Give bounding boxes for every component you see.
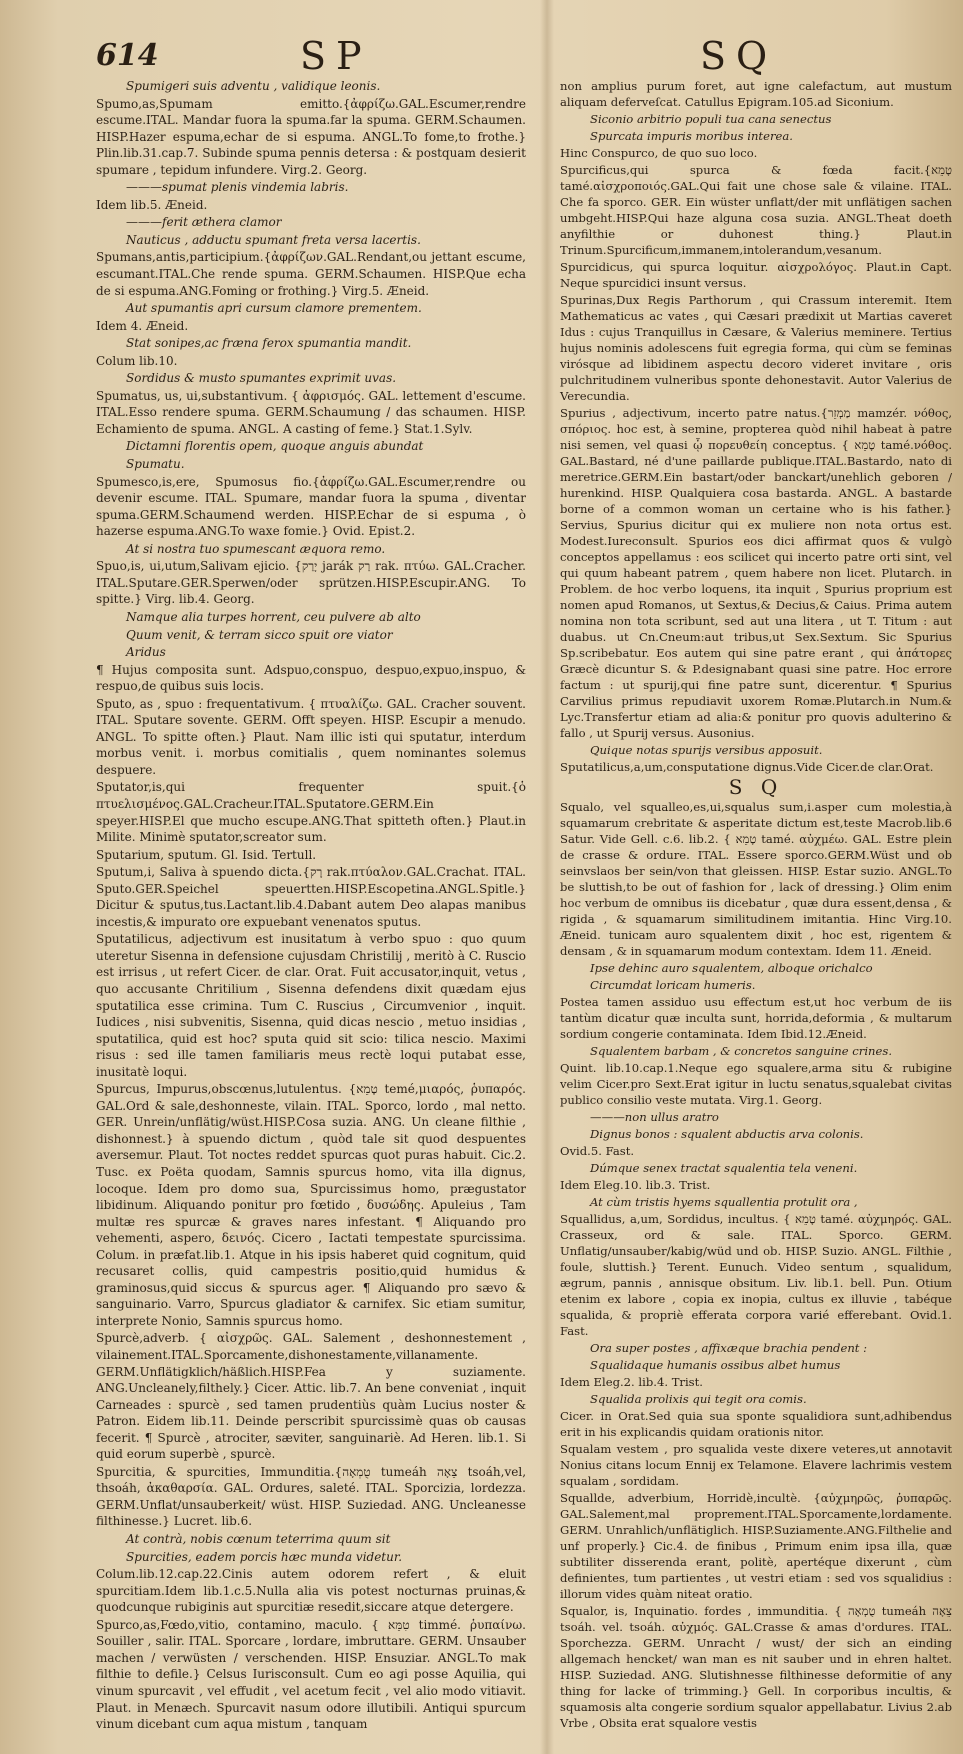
running-head-right: SQ bbox=[700, 34, 778, 78]
dictionary-entry: Squalor, is, Inquinatio. fordes , immunditia. { טֻמְאָה tumeáh צֵאָה tsoáh. vel. tsoáh. αὐχμός. GAL.Crasse & amas d'ordures. ITAL. Sporchezza. GERM. Unracht / wust/ der sich an einding allgemach hencket/ wan man es nit sauber und in ehren haltet. HISP. Suziedad. ANG. Slutishnesse filthinesse deformitie of any thing for lacke of trimming.} Gell. In corporibus incultis, & squamosis alta congerie sordium squalor appellabatur. Livius 2.ab Vrbe , Obsita erat squalore vestis bbox=[560, 1604, 952, 1730]
dictionary-entry: Quint. lib.10.cap.1.Neque ego squalere,arma situ & rubigine velim Cicer.pro Sext.Erat igitur in luctu senatus,squalebat civitas publico consilio veste mutata. Virg.1. Georg. bbox=[560, 1061, 952, 1107]
running-head-left: SP bbox=[300, 34, 372, 78]
verse-line: Namque alia turpes horrent, ceu pulvere ab alto bbox=[126, 609, 421, 624]
dictionary-entry: Sputum,i, Saliva à spuendo dicta.{רָק rak.πτύαλον.GAL.Crachat. ITAL. Sputo.GER.Speichel speuertten.HISP.Escopetina.ANGL.Spitle.} Dicitur & sputus,tus.Lactant.lib.4.Dabant autem Deo alapas manibus incestis,& impurato ore expuebant venenatos sputus. bbox=[96, 865, 526, 929]
verse-line: Spurcities, eadem porcis hæc munda videtur. bbox=[126, 1549, 403, 1564]
verse-line: Squalidaque humanis ossibus albet humus bbox=[590, 1358, 841, 1372]
dictionary-entry: Sputatilicus, adjectivum est inusitatum à verbo spuo : quo quum uteretur Sisenna in defensione cujusdam Christilij , meritò à C. Ruscio est irrisus , ut refert Cicer. de clar. Orat. Fuit accusator,inquit, vetus , quo accusante Chritilium , Sisenna defendens dixit quædam ejus sputatilica esse crimina. Tum C. Ruscius , Circumvenior , inquit. Iudices , nisi subvenitis, Sisenna, quid dicas nescio , metuo insidias , sputatilica, quid est hoc? sputa quid sit scio: tilica nescio. Maximi risus : sed ille tamen familiaris meus rectè loqui putabat esse, inusitatè loqui. bbox=[96, 932, 526, 1079]
dictionary-entry: Squallidus, a,um, Sordidus, incultus. { טָמֵא tamé. αὐχμηρός. GAL. Crasseux, ord & sale. ITAL. Sporco. GERM. Unflatig/unsauber/kabig/wüd und ob. HISP. Suzio. ANGL. Filthie , foule, sluttish.} Terent. Eunuch. Video sentum , squalidum, ægrum, pannis , annisque obsitum. Liv. lib.1. bell. Pun. Otium etenim ex labore , copia ex inopia, cultus ex illuvie , tabéque squalida, & propriè efferata corpora varié efferebant. Ovid.1. Fast. bbox=[560, 1212, 952, 1338]
verse-line: Sordidus & musto spumantes exprimit uvas. bbox=[126, 371, 397, 386]
verse-line: Quique notas spurijs versibus apposuit. bbox=[590, 743, 823, 757]
dictionary-entry: Squalam vestem , pro squalida veste dixere veteres,ut annotavit Nonius citans locum Ennij ex Telamone. Elavere lachrimis vestem squalam , sordidam. bbox=[560, 1442, 952, 1488]
dictionary-entry: Sputator,is,qui frequenter spuit.{ὁ πτυελισμένος.GAL.Cracheur.ITAL.Sputatore.GERM.Ein speyer.HISP.El que mucho escupe.ANG.That spitteth often.} Plaut.in Milite. Minimè sputator,screator sum. bbox=[96, 780, 526, 845]
dictionary-entry: Sputarium, sputum. Gl. Isid. Tertull. bbox=[96, 847, 317, 862]
verse-line: Dictamni florentis opem, quoque anguis abundat bbox=[126, 439, 424, 454]
verse-line: Ora super postes , affixæque brachia pendent : bbox=[590, 1341, 868, 1355]
gutter-shadow bbox=[540, 0, 554, 1754]
verse-line: At si nostra tuo spumescant æquora remo. bbox=[126, 541, 386, 556]
dictionary-entry: Idem lib.5. Æneid. bbox=[96, 197, 208, 212]
dictionary-entry: Cicer. in Orat.Sed quia sua sponte squalidiora sunt,adhibendus erit in his explicandis quidam orationis nitor. bbox=[560, 1409, 952, 1439]
dictionary-entry: Colum lib.10. bbox=[96, 353, 178, 368]
dictionary-entry: Spurinas,Dux Regis Parthorum , qui Crassum interemit. Item Mathematicus ac vates , qui Cæsari prædixit ut Martias caveret Idus : cujus Tranquillus in Cæsare, & Valerius meminere. Tertius hujus nominis adolescens fuit egregia forma, qui cùm se feminas virósque ad libidinem aspectu decoro videret invitare , oris pulchritudinem vulneribus sponte dehonestavit. Autor Valerius de Verecundia. bbox=[560, 293, 952, 403]
dictionary-entry: Idem Eleg.2. lib.4. Trist. bbox=[560, 1375, 703, 1389]
dictionary-entry: Spurcidicus, qui spurca loquitur. αἰσχρολόγος. Plaut.in Capt. Neque spurcidici insunt versus. bbox=[560, 260, 952, 290]
dictionary-entry: Squallde, adverbium, Horridè,incultè. {αὐχμηρῶς, ῥυπαρῶς. GAL.Salement,mal proprement.ITAL.Sporcamente,lordamente. GERM. Unrahlich/unflätiglich. HISP.Suziamente.ANG.Filthelie and unf properly.} Cic.4. de finibus , Primum enim ipsa illa, quæ subtiliter disserenda erant, politè, apertéque dixerunt , cùm definientes, tum partientes , ut vestri etiam : sed vos squalidius : illorum vides quàm niteat oratio. bbox=[560, 1491, 952, 1601]
dictionary-entry: Sputatilicus,a,um,consputatione dignus.Vide Cicer.de clar.Orat. bbox=[560, 760, 934, 774]
verse-line: At contrà, nobis cœnum teterrima quum sit bbox=[126, 1532, 391, 1547]
dictionary-entry: Spurcus, Impurus,obscœnus,lutulentus. {טָמֵא temé,μιαρός, ῥυπαρός. GAL.Ord & sale,deshonneste, vilain. ITAL. Sporco, lordo , mal netto. GER. Unrein/unflätig/wüst.HISP.Cosa suzia. ANG. Un cleane filthie , dishonnest.} à spuendo dictum , quòd tale sit quod despuentes aversemur. Plaut. Tot noctes reddet spurcas quot puras habuit. Cic.2. Tusc. ex Poëta quodam, Samnis spurcus homo, vita illa dignus, locoque. Idem pro domo sua, Spurcissimus homo, prægustator libidinum. Aliquando ponitur pro fœtido , δυσώδης. Apuleius , Tam multæ res spurcæ & graves nares infestant. ¶ Aliquando pro vehementi, aspero, δεινός. Cicero , Iactati tempestate spurcissima. Colum. in præfat.lib.1. Atque in his ipsis haberet quid cognitum, quid recusaret collis, quid campestris positio,quid humidus & graminosus,quid siccus & spurcus ager. ¶ Aliquando pro sævo & sanguinario. Varro, Spurcus gladiator & carnifex. Sic etiam sumitur, interprete Nonio, Samnis spurcus homo. bbox=[96, 1082, 526, 1328]
verse-line: Squalida prolixis qui tegit ora comis. bbox=[590, 1392, 807, 1406]
dictionary-entry: Sputo, as , spuo : frequentativum. { πτυαλίζω. GAL. Cracher souvent. ITAL. Sputare sovente. GERM. Offt speyen. HISP. Escupir a menudo. ANGL. To spitte often.} Plaut. Nam illic isti qui sputatur, interdum morbus venit. i. morbus comitialis , quem nominantes solemus despuere. bbox=[96, 696, 526, 777]
verse-line: Dúmque senex tractat squalentia tela veneni. bbox=[590, 1161, 858, 1175]
dictionary-entry: ¶ Hujus composita sunt. Adspuo,conspuo, despuo,expuo,inspuo, & respuo,de quibus suis locis. bbox=[96, 662, 526, 694]
dictionary-entry: Spumo,as,Spumam emitto.{ἀφρίζω.GAL.Escumer,rendre escume.ITAL. Mandar fuora la spuma.far la spuma. GERM.Schaumen. HISP.Hazer espuma,echar de si espuma. ANGL.To fome,to frothe.} Plin.lib.31.cap.7. Subinde spuma pennis detersa : & postquam desierit spumare , tepidum infundere. Virg.2. Georg. bbox=[96, 96, 526, 177]
page-number: 614 bbox=[96, 38, 159, 73]
dictionary-entry: Spumatus, us, ui,substantivum. { ἀφρισμός. GAL. lettement d'escume. ITAL.Esso rendere spuma. GERM.Schaumung / das schaumen. HISP. Echamiento de spuma. ANGL. A casting of feme.} Stat.1.Sylv. bbox=[96, 388, 526, 436]
dictionary-entry: Spumans,antis,participium.{ἀφρίζων.GAL.Rendant,ou jettant escume, escumant.ITAL.Che rende spuma. GERM.Schaumen. HISP.Que echa de si espuma.ANG.Foming or frothing.} Virg.5. Æneid. bbox=[96, 250, 526, 298]
verse-line: Aridus bbox=[126, 645, 166, 660]
verse-line: Aut spumantis apri cursum clamore prementem. bbox=[126, 301, 422, 316]
dictionary-entry: Hinc Conspurco, de quo suo loco. bbox=[560, 146, 758, 160]
section-heading: S Q bbox=[728, 775, 784, 799]
dictionary-entry: Idem Eleg.10. lib.3. Trist. bbox=[560, 1178, 711, 1192]
verse-line: Circumdat loricam humeris. bbox=[590, 978, 756, 992]
right-column bbox=[560, 78, 952, 1732]
verse-line: Quum venit, & terram sicco spuit ore viator bbox=[126, 627, 393, 642]
verse-line: Spumatu. bbox=[126, 457, 185, 472]
dictionary-entry: Spurcè,adverb. { αἰσχρῶς. GAL. Salement , deshonnestement , vilainement.ITAL.Sporcamente,dishonestamente,villanamente. GERM.Unflätigklich/häßlich.HISP.Fea y suziamente. ANG.Uncleanely,filthely.} Cicer. Attic. lib.7. An bene conveniat , inquit Carneades : spurcè , sed tamen prudentiùs quàm Lucius noster & Patron. Eidem lib.11. Deinde perscribit spurcissimè quas ob causas fecerit. ¶ Spurcè , atrociter, sæviter, sanguinariè. Ad Heren. lib.1. Si quid eorum superbè , spurcè. bbox=[96, 1331, 526, 1462]
verse-line: ———spumat plenis vindemia labris. bbox=[126, 180, 349, 195]
verse-line: Stat sonipes,ac fræna ferox spumantia mandit. bbox=[126, 336, 412, 351]
verse-line: Dignus bonos : squalent abductis arva colonis. bbox=[590, 1127, 864, 1141]
dictionary-entry: Postea tamen assiduo usu effectum est,ut hoc verbum de iis tantùm dicatur quæ inculta sunt, horrida,deformia , & multarum sordium congerie contaminata. Idem Ibid.12.Æneid. bbox=[560, 995, 952, 1041]
dictionary-entry: Spuo,is, ui,utum,Salivam ejicio. {יָרַק jarák רַק rak. πτύω. GAL.Cracher. ITAL.Sputare.GER.Sperwen/oder sprützen.HISP.Escupir.ANG. To spitte.} Virg. lib.4. Georg. bbox=[96, 559, 526, 607]
dictionary-entry: non amplius purum foret, aut igne calefactum, aut mustum aliquam deferveſcat. Catullus Epigram.105.ad Siconium. bbox=[560, 79, 952, 109]
verse-line: Spurcata impuris moribus interea. bbox=[590, 129, 793, 143]
verse-line: Spumigeri suis adventu , validique leonis. bbox=[126, 79, 381, 93]
left-column bbox=[96, 78, 526, 1734]
dictionary-entry: Ovid.5. Fast. bbox=[560, 1144, 635, 1158]
verse-line: Squalentem barbam , & concretos sanguine crines. bbox=[590, 1044, 892, 1058]
verse-line: Nauticus , adductu spumant freta versa lacertis. bbox=[126, 232, 421, 247]
dictionary-entry: Squalo, vel squalleo,es,ui,squalus sum,i.asper cum molestia,à squamarum crebritate & asperitate dictum est,teste Macrob.lib.6 Satur. Vide Gell. c.6. lib.2. { טָמֵא tamé. αὐχμέω. GAL. Estre plein de crasse & ordure. ITAL. Essere sporco.GERM.Wüst und ob seinvslaos ber sein/von that gleissen. HISP. Estar suzio. ANGL.To be sluttish,to be out of fashion for , lack of dressing.} Olim enim hoc verbum de omnibus iis dicebatur , quæ dura essent,densa , & rigida , & squamarum similitudinem imitantia. Hinc Virg.10. Æneid. tunicam auro squalentem dixit , hoc est, rigentem & densam , & in squamarum modum contextam. Idem 11. Æneid. bbox=[560, 800, 952, 958]
dictionary-entry: Spurcitia, & spurcities, Immunditia.{טֻמְאָה tumeáh צֵאָה tsoáh,vel, thsoáh, ἀκαθαρσία. GAL. Ordures, saleté. ITAL. Sporcizia, lordezza. GERM.Unflat/unsauberkeit/ wüst. HISP. Suziedad. ANG. Uncleanesse filthinesse.} Lucret. lib.6. bbox=[96, 1464, 527, 1529]
verse-line: At cùm tristis hyems squallentia protulit ora , bbox=[590, 1195, 858, 1209]
dictionary-entry: Spurius , adjectivum, incerto patre natus.{מַמְזֵר mamzér. νόθος, σπόριος. hoc est, à semine, propterea quòd nihil habeat à patre nisi semen, vel quasi ᾧ πορευθείη conceptus. { טָמֵא tamé.νόθος. GAL.Bastard, né d'une paillarde publique.ITAL.Bastardo, nato di meretrice.GERM.Ein bastart/oder banckart/unehlich geboren / hurenkind. HISP. Qualquiera cosa bastarda. ANGL. A bastarde borne of a common woman un certaine who is his father.} Servius, Spurius dicitur qui ex muliere non nota ortus est. Modest.Iureconsult. Spurios eos dici affirmat quos & vulgò conceptos appellamus : eos scilicet qui incerto patre orti sint, vel qui quum habeant patrem , quem habere non licet. Plutarch. in Problem. de hoc verbo loquens, ita inquit , Spurius proprium est nomen apud Romanos, ut Sextus,& Decius,& Caius. Prima autem nomina non tota scribunt, sed aut una litera , ut T. Titum : aut duabus. ut Cn.Cneum:aut tribus,ut Sex.Sextum. Sic Spurius Sp.scribebatur. Eos autem qui sine patre erant , qui ἀπάτορες Græcè dicuntur S. & P.designabant quasi sine patre. Hoc errore factum : ut spurij,qui fine patre sunt, dicerentur. ¶ Spurius Carvilius primus repudiavit uxorem Romæ.Plutarch.in Num.& Lyc.Transfertur etiam ad alia:& ponitur pro quovis adulterino & fallo , ut Spurij versus. Ausonius. bbox=[560, 406, 953, 740]
dictionary-entry: Spurco,as,Fœdo,vitio, contamino, maculo. { טִמֵּא timmé. ῥυπαίνω. Souiller , salir. ITAL. Sporcare , lordare, imbruttare. GERM. Unsauber machen / verwüsten / verschenden. HISP. Ensuziar. ANGL.To mak filthie to defile.} Celsus Iurisconsult. Cum eo agi posse Aquilia, qui vinum spurcavit , vel effudit , vel acetum fecit , vel alio modo vitiavit. Plaut. in Menæch. Spurcavit nasum odore illutibili. Antiqui spurcum vinum dicebant cum aqua mistum , tanquam bbox=[96, 1617, 526, 1732]
dictionary-entry: Spurcificus,qui spurca & fœda facit.{טָמֵא tamé.αἰσχροποιός.GAL.Qui fait une chose sale & vilaine. ITAL. Che fa sporco. GER. Ein wüster unflatt/der mit unflätigen sachen umbgeht.HISP.Qui haze alguna cosa suzia. ANGL.Theat doeth anyfilthie or duhonest thing.} Plaut.in Trinum.Spurcificum,immanem,intolerandum,vesanum. bbox=[560, 163, 952, 257]
verse-line: Ipse dehinc auro squalentem, alboque orichalco bbox=[590, 961, 873, 975]
dictionary-entry: Spumesco,is,ere, Spumosus fio.{ἀφρίζω.GAL.Escumer,rendre ou devenir escume. ITAL. Spumare, mandar fuora la spuma , diventar spuma.GERM.Schaumend werden. HISP.Echar de si espuma , ò hazerse espuma.ANG.To waxe fomie.} Ovid. Epist.2. bbox=[96, 474, 526, 539]
dictionary-entry: Colum.lib.12.cap.22.Cinis autem odorem refert , & eluit spurcitiam.Idem lib.1.c.5.Nulla alia vis potest nocturnas pruinas,& quodcunque rubiginis aut spurcitiæ resedit,siccare atque detergere. bbox=[96, 1567, 526, 1615]
verse-line: ———ferit æthera clamor bbox=[126, 215, 282, 230]
verse-line: ———non ullus aratro bbox=[590, 1110, 719, 1124]
verse-line: Siconio arbitrio populi tua cana senectus bbox=[590, 112, 832, 126]
dictionary-entry: Idem 4. Æneid. bbox=[96, 318, 189, 333]
